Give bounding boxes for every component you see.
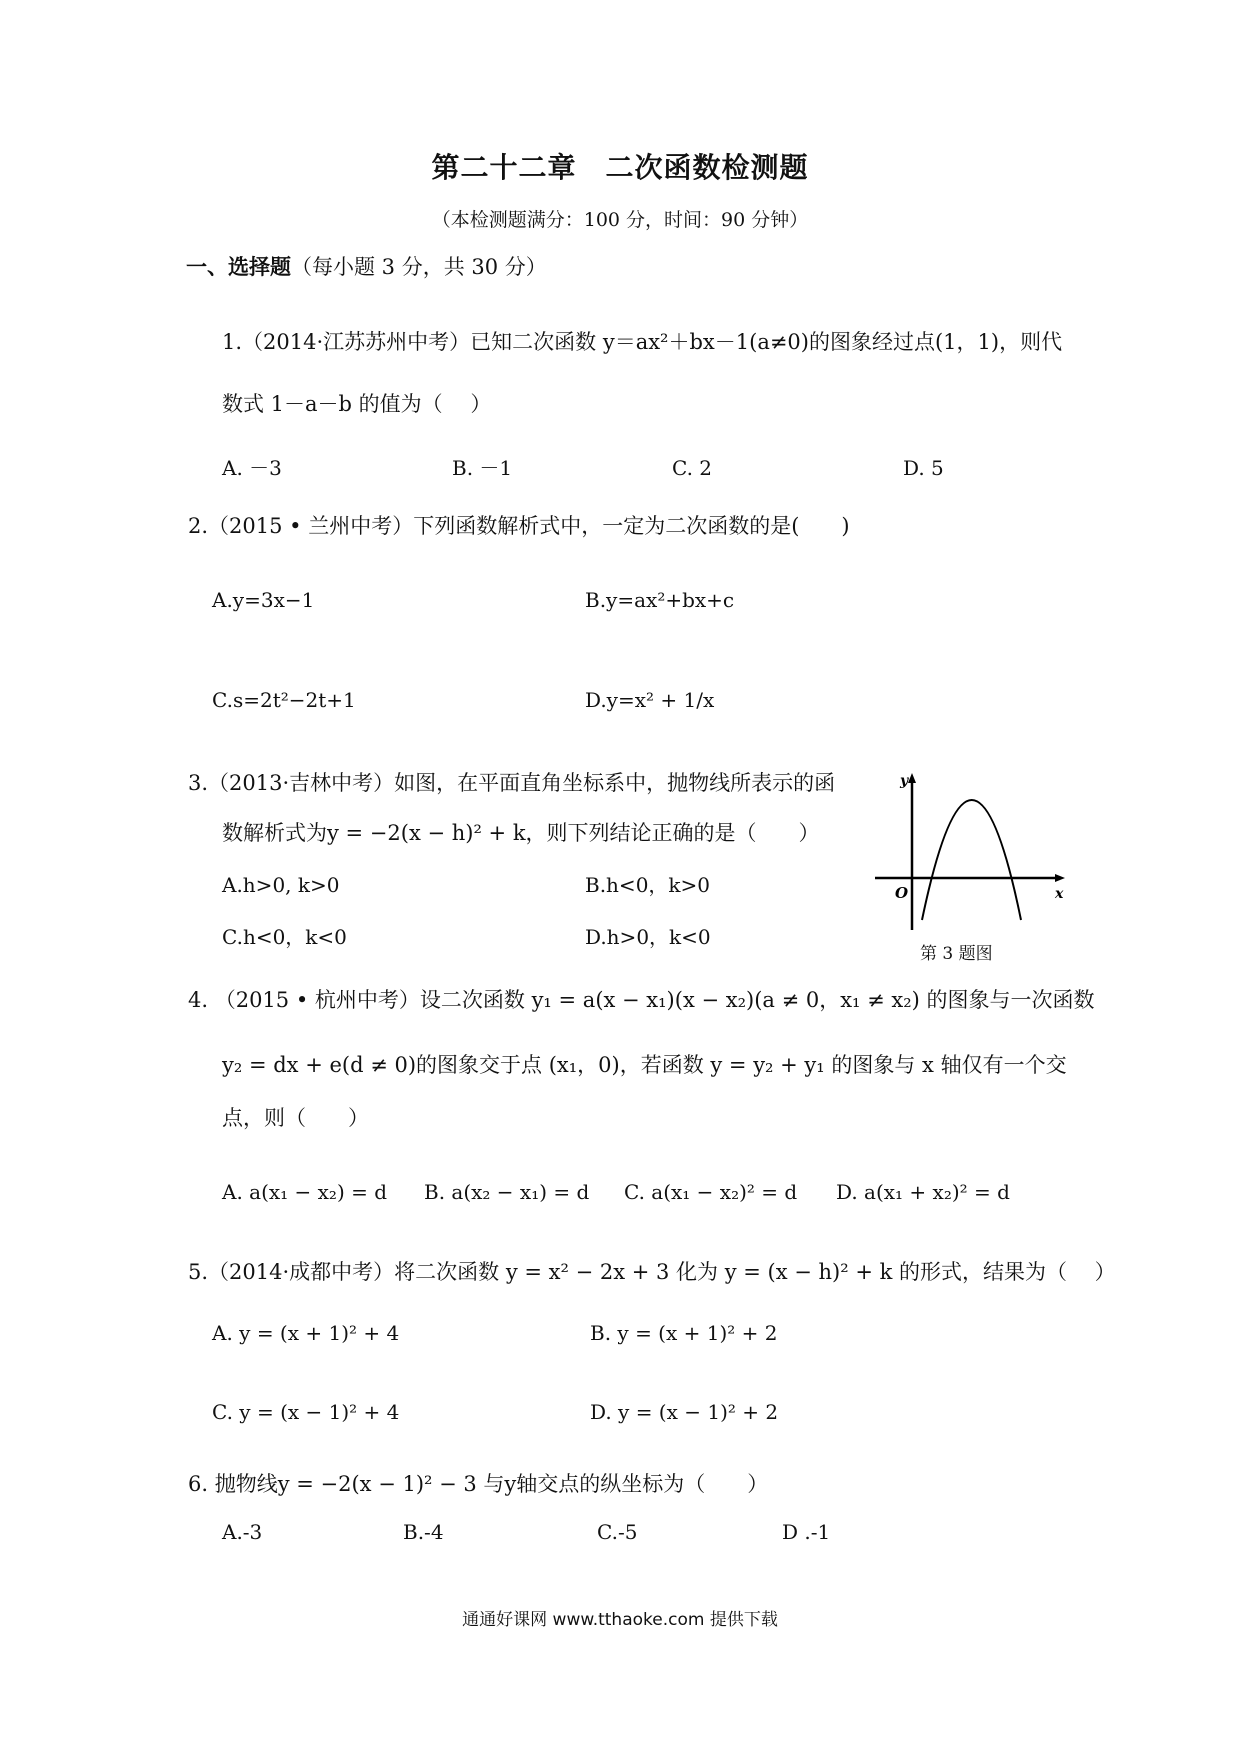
x-axis-label: x [1055, 886, 1064, 902]
y-axis-label: y [900, 773, 909, 789]
question-4-line-3: 点，则（ ） [222, 1106, 369, 1130]
q2-option-c: C.s=2t²−2t+1 [212, 688, 356, 712]
q4-option-c: C. a(x₁ − x₂)² = d [624, 1180, 798, 1204]
q6-option-b: B.-4 [403, 1520, 444, 1544]
exam-info: （本检测题满分：100 分，时间：90 分钟） [431, 209, 809, 231]
q3-option-c: C.h<0，k<0 [222, 925, 347, 949]
question-5-line-1: 5.（2014·成都中考）将二次函数 y = x² − 2x + 3 化为 y = (x − h)² + k 的形式，结果为（ ） [188, 1260, 1116, 1284]
q1-option-d: D. 5 [903, 456, 944, 480]
q5-option-d: D. y = (x − 1)² + 2 [590, 1400, 779, 1424]
q3-option-b: B.h<0，k>0 [585, 873, 711, 897]
q1-option-a: A. －3 [222, 456, 282, 480]
q2-option-d: D.y=x² + 1/x [585, 688, 715, 712]
origin-label: O [895, 884, 909, 902]
section-note: （每小题 3 分，共 30 分） [291, 255, 547, 279]
q4-option-a: A. a(x₁ − x₂) = d [222, 1180, 388, 1204]
question-3-line-2: 数解析式为y = −2(x − h)² + k，则下列结论正确的是（ ） [222, 821, 820, 845]
question-3-line-1: 3.（2013·吉林中考）如图，在平面直角坐标系中，抛物线所表示的函 [188, 771, 836, 795]
q2-option-a: A.y=3x−1 [212, 588, 315, 612]
question-4-line-2: y₂ = dx + e(d ≠ 0)的图象交于点 (x₁，0)，若函数 y = y₂ + y₁ 的图象与 x 轴仅有一个交 [222, 1053, 1067, 1077]
question-4-line-1: 4. （2015 • 杭州中考）设二次函数 y₁ = a(x − x₁)(x − x₂)(a ≠ 0，x₁ ≠ x₂) 的图象与一次函数 [188, 988, 1095, 1012]
q1-option-b: B. －1 [452, 456, 513, 480]
q2-option-b: B.y=ax²+bx+c [585, 588, 735, 612]
figure-caption: 第 3 题图 [920, 944, 993, 964]
section-heading [186, 256, 547, 278]
q6-option-a: A.-3 [222, 1520, 263, 1544]
question-1-line-1: 1.（2014·江苏苏州中考）已知二次函数 y＝ax²＋bx－1(a≠0)的图象经过点(1，1)，则代 [222, 330, 1063, 354]
question-6-line-1: 6. 抛物线y = −2(x − 1)² − 3 与y轴交点的纵坐标为（ ） [188, 1472, 769, 1496]
parabola-curve [922, 800, 1021, 920]
page-footer: 通通好课网 www.tthaoke.com 提供下载 [462, 1610, 778, 1630]
page-title: 第二十二章 二次函数检测题 [431, 151, 809, 184]
y-axis-arrow-icon [908, 773, 916, 783]
q6-option-c: C.-5 [597, 1520, 638, 1544]
q1-option-c: C. 2 [672, 456, 713, 480]
q3-option-d: D.h>0，k<0 [585, 925, 711, 949]
section-title: 一、选择题 [186, 254, 291, 279]
question-3-parabola-figure [870, 770, 1070, 945]
q5-option-a: A. y = (x + 1)² + 4 [212, 1321, 400, 1345]
q4-option-b: B. a(x₂ − x₁) = d [424, 1180, 590, 1204]
q5-option-c: C. y = (x − 1)² + 4 [212, 1400, 400, 1424]
q3-option-a: A.h>0, k>0 [222, 873, 340, 897]
q5-option-b: B. y = (x + 1)² + 2 [590, 1321, 778, 1345]
q6-option-d: D .-1 [782, 1520, 831, 1544]
x-axis-arrow-icon [1055, 874, 1065, 882]
question-2-line-1: 2.（2015 • 兰州中考）下列函数解析式中，一定为二次函数的是( ) [188, 514, 850, 538]
q4-option-d: D. a(x₁ + x₂)² = d [836, 1180, 1010, 1204]
question-1-line-2: 数式 1－a－b 的值为（ ） [222, 392, 492, 416]
